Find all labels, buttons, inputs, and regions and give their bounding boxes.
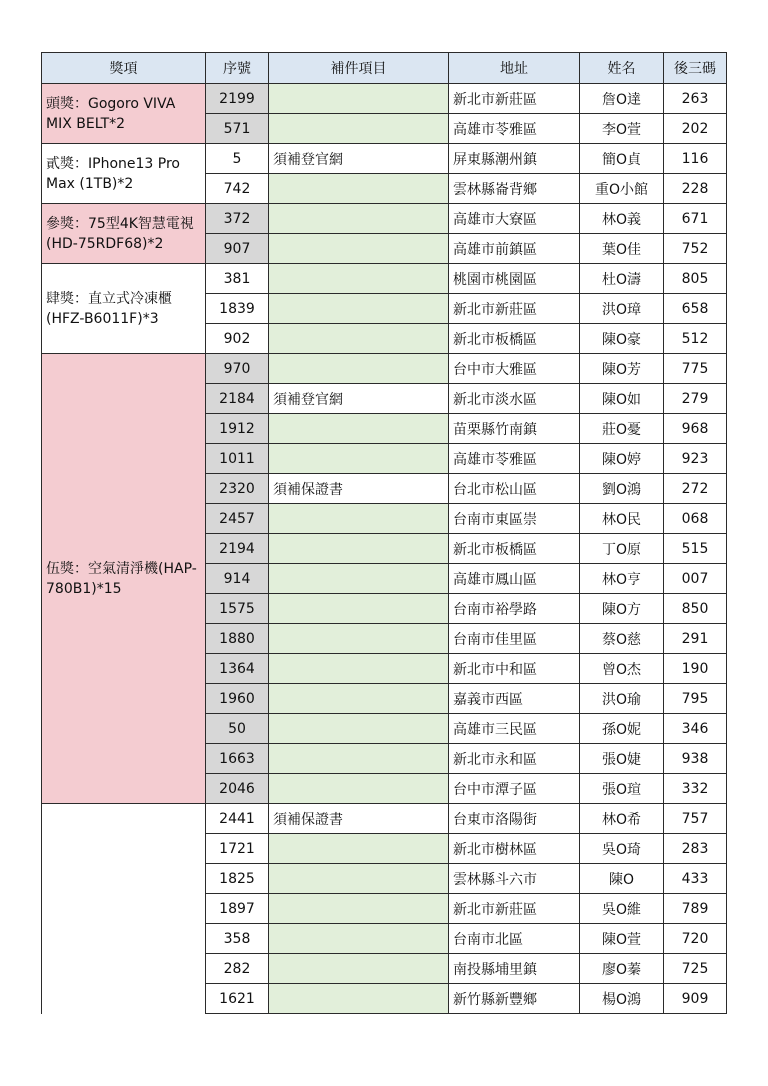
prize-cell: 參獎：75型4K智慧電視(HD-75RDF68)*2 — [42, 204, 206, 264]
name-cell: 蔡O慈 — [580, 624, 664, 654]
supplement-cell — [269, 294, 449, 324]
table-row — [42, 204, 727, 234]
name-cell: 陳O豪 — [580, 324, 664, 354]
serial-cell: 907 — [206, 234, 269, 264]
name-cell: 張O婕 — [580, 744, 664, 774]
supplement-cell — [269, 864, 449, 894]
address-cell: 台南市裕學路 — [449, 594, 580, 624]
serial-cell: 1721 — [206, 834, 269, 864]
address-cell: 新北市樹林區 — [449, 834, 580, 864]
address-cell: 新竹縣新豐鄉 — [449, 984, 580, 1014]
last-three-cell: 938 — [664, 744, 727, 774]
address-cell: 新北市永和區 — [449, 744, 580, 774]
supplement-cell — [269, 354, 449, 384]
address-cell: 新北市新莊區 — [449, 294, 580, 324]
name-cell: 李O萱 — [580, 114, 664, 144]
serial-cell: 902 — [206, 324, 269, 354]
serial-cell: 1621 — [206, 984, 269, 1014]
address-cell: 南投縣埔里鎮 — [449, 954, 580, 984]
serial-cell: 742 — [206, 174, 269, 204]
last-three-cell: 228 — [664, 174, 727, 204]
supplement-cell — [269, 204, 449, 234]
supplement-cell — [269, 984, 449, 1014]
name-cell: 杜O濤 — [580, 264, 664, 294]
last-three-cell: 007 — [664, 564, 727, 594]
name-cell: 孫O妮 — [580, 714, 664, 744]
serial-cell: 970 — [206, 354, 269, 384]
address-cell: 台南市佳里區 — [449, 624, 580, 654]
table-row — [42, 264, 727, 294]
last-three-cell: 190 — [664, 654, 727, 684]
address-cell: 台中市大雅區 — [449, 354, 580, 384]
last-three-cell: 968 — [664, 414, 727, 444]
last-three-cell: 752 — [664, 234, 727, 264]
last-three-cell: 279 — [664, 384, 727, 414]
serial-cell: 372 — [206, 204, 269, 234]
supplement-cell — [269, 744, 449, 774]
serial-cell: 1663 — [206, 744, 269, 774]
last-three-cell: 515 — [664, 534, 727, 564]
name-cell: 洪O璋 — [580, 294, 664, 324]
serial-cell: 2199 — [206, 84, 269, 114]
address-cell: 高雄市鳳山區 — [449, 564, 580, 594]
table-body — [42, 84, 727, 1014]
supplement-cell — [269, 534, 449, 564]
last-three-cell: 923 — [664, 444, 727, 474]
name-cell: 簡O貞 — [580, 144, 664, 174]
last-three-cell: 272 — [664, 474, 727, 504]
address-cell: 台東市洛陽街 — [449, 804, 580, 834]
serial-cell: 1839 — [206, 294, 269, 324]
table-row — [42, 354, 727, 384]
supplement-cell: 須補登官網 — [269, 384, 449, 414]
name-cell: 丁O原 — [580, 534, 664, 564]
name-cell: 陳O婷 — [580, 444, 664, 474]
header-address: 地址 — [449, 53, 580, 84]
supplement-cell — [269, 564, 449, 594]
table-row — [42, 144, 727, 174]
table-row — [42, 84, 727, 114]
name-cell: 林O義 — [580, 204, 664, 234]
serial-cell: 2184 — [206, 384, 269, 414]
supplement-cell — [269, 684, 449, 714]
name-cell: 廖O蓁 — [580, 954, 664, 984]
supplement-cell — [269, 504, 449, 534]
name-cell: 陳O芳 — [580, 354, 664, 384]
serial-cell: 1575 — [206, 594, 269, 624]
last-three-cell: 283 — [664, 834, 727, 864]
supplement-cell — [269, 594, 449, 624]
address-cell: 苗栗縣竹南鎮 — [449, 414, 580, 444]
table-row — [42, 804, 727, 834]
address-cell: 高雄市苓雅區 — [449, 114, 580, 144]
header-name: 姓名 — [580, 53, 664, 84]
header-prize: 獎項 — [42, 53, 206, 84]
serial-cell: 2457 — [206, 504, 269, 534]
name-cell: 洪O瑜 — [580, 684, 664, 714]
name-cell: 重O小館 — [580, 174, 664, 204]
serial-cell: 2320 — [206, 474, 269, 504]
address-cell: 高雄市三民區 — [449, 714, 580, 744]
serial-cell: 1825 — [206, 864, 269, 894]
name-cell: 陳O方 — [580, 594, 664, 624]
last-three-cell: 512 — [664, 324, 727, 354]
prize-cell: 頭獎：Gogoro VIVA MIX BELT*2 — [42, 84, 206, 144]
name-cell: 林O民 — [580, 504, 664, 534]
address-cell: 桃園市桃園區 — [449, 264, 580, 294]
last-three-cell: 658 — [664, 294, 727, 324]
address-cell: 新北市板橋區 — [449, 324, 580, 354]
supplement-cell — [269, 234, 449, 264]
address-cell: 高雄市前鎮區 — [449, 234, 580, 264]
name-cell: 林O希 — [580, 804, 664, 834]
name-cell: 張O瑄 — [580, 774, 664, 804]
supplement-cell — [269, 954, 449, 984]
address-cell: 雲林縣崙背鄉 — [449, 174, 580, 204]
last-three-cell: 332 — [664, 774, 727, 804]
serial-cell: 358 — [206, 924, 269, 954]
name-cell: 陳O萱 — [580, 924, 664, 954]
serial-cell: 2441 — [206, 804, 269, 834]
name-cell: 曾O杰 — [580, 654, 664, 684]
name-cell: 吳O維 — [580, 894, 664, 924]
address-cell: 新北市板橋區 — [449, 534, 580, 564]
supplement-cell — [269, 894, 449, 924]
winners-table — [41, 52, 727, 1014]
serial-cell: 1912 — [206, 414, 269, 444]
name-cell: 詹O達 — [580, 84, 664, 114]
name-cell: 陳O — [580, 864, 664, 894]
serial-cell: 1011 — [206, 444, 269, 474]
serial-cell: 5 — [206, 144, 269, 174]
prize-cell — [42, 804, 206, 1014]
name-cell: 莊O憂 — [580, 414, 664, 444]
address-cell: 雲林縣斗六市 — [449, 864, 580, 894]
supplement-cell — [269, 624, 449, 654]
address-cell: 台北市松山區 — [449, 474, 580, 504]
address-cell: 高雄市苓雅區 — [449, 444, 580, 474]
supplement-cell: 須補保證書 — [269, 474, 449, 504]
last-three-cell: 850 — [664, 594, 727, 624]
serial-cell: 1960 — [206, 684, 269, 714]
serial-cell: 1364 — [206, 654, 269, 684]
address-cell: 台南市東區崇 — [449, 504, 580, 534]
supplement-cell — [269, 414, 449, 444]
last-three-cell: 795 — [664, 684, 727, 714]
supplement-cell — [269, 174, 449, 204]
prize-cell: 伍獎：空氣清淨機(HAP-780B1)*15 — [42, 354, 206, 804]
last-three-cell: 263 — [664, 84, 727, 114]
last-three-cell: 805 — [664, 264, 727, 294]
address-cell: 新北市新莊區 — [449, 894, 580, 924]
prize-cell: 貳獎：IPhone13 Pro Max (1TB)*2 — [42, 144, 206, 204]
serial-cell: 2194 — [206, 534, 269, 564]
address-cell: 高雄市大寮區 — [449, 204, 580, 234]
serial-cell: 2046 — [206, 774, 269, 804]
address-cell: 台中市潭子區 — [449, 774, 580, 804]
supplement-cell — [269, 84, 449, 114]
name-cell: 陳O如 — [580, 384, 664, 414]
last-three-cell: 909 — [664, 984, 727, 1014]
last-three-cell: 757 — [664, 804, 727, 834]
address-cell: 嘉義市西區 — [449, 684, 580, 714]
last-three-cell: 720 — [664, 924, 727, 954]
serial-cell: 914 — [206, 564, 269, 594]
supplement-cell — [269, 324, 449, 354]
supplement-cell — [269, 444, 449, 474]
last-three-cell: 116 — [664, 144, 727, 174]
last-three-cell: 433 — [664, 864, 727, 894]
serial-cell: 1880 — [206, 624, 269, 654]
supplement-cell — [269, 774, 449, 804]
last-three-cell: 775 — [664, 354, 727, 384]
address-cell: 新北市中和區 — [449, 654, 580, 684]
name-cell: 吳O琦 — [580, 834, 664, 864]
supplement-cell: 須補保證書 — [269, 804, 449, 834]
name-cell: 林O亨 — [580, 564, 664, 594]
last-three-cell: 725 — [664, 954, 727, 984]
header-supplement: 補件項目 — [269, 53, 449, 84]
header-serial: 序號 — [206, 53, 269, 84]
address-cell: 新北市新莊區 — [449, 84, 580, 114]
supplement-cell — [269, 834, 449, 864]
supplement-cell — [269, 714, 449, 744]
last-three-cell: 291 — [664, 624, 727, 654]
serial-cell: 571 — [206, 114, 269, 144]
serial-cell: 50 — [206, 714, 269, 744]
last-three-cell: 202 — [664, 114, 727, 144]
supplement-cell — [269, 924, 449, 954]
prize-cell: 肆獎：直立式冷凍櫃(HFZ-B6011F)*3 — [42, 264, 206, 354]
last-three-cell: 068 — [664, 504, 727, 534]
address-cell: 台南市北區 — [449, 924, 580, 954]
supplement-cell — [269, 264, 449, 294]
name-cell: 劉O鴻 — [580, 474, 664, 504]
serial-cell: 381 — [206, 264, 269, 294]
address-cell: 屏東縣潮州鎮 — [449, 144, 580, 174]
last-three-cell: 346 — [664, 714, 727, 744]
last-three-cell: 671 — [664, 204, 727, 234]
serial-cell: 1897 — [206, 894, 269, 924]
last-three-cell: 789 — [664, 894, 727, 924]
supplement-cell — [269, 114, 449, 144]
header-last-three: 後三碼 — [664, 53, 727, 84]
address-cell: 新北市淡水區 — [449, 384, 580, 414]
supplement-cell — [269, 654, 449, 684]
supplement-cell: 須補登官網 — [269, 144, 449, 174]
name-cell: 楊O鴻 — [580, 984, 664, 1014]
serial-cell: 282 — [206, 954, 269, 984]
header-row — [42, 53, 727, 84]
name-cell: 葉O佳 — [580, 234, 664, 264]
